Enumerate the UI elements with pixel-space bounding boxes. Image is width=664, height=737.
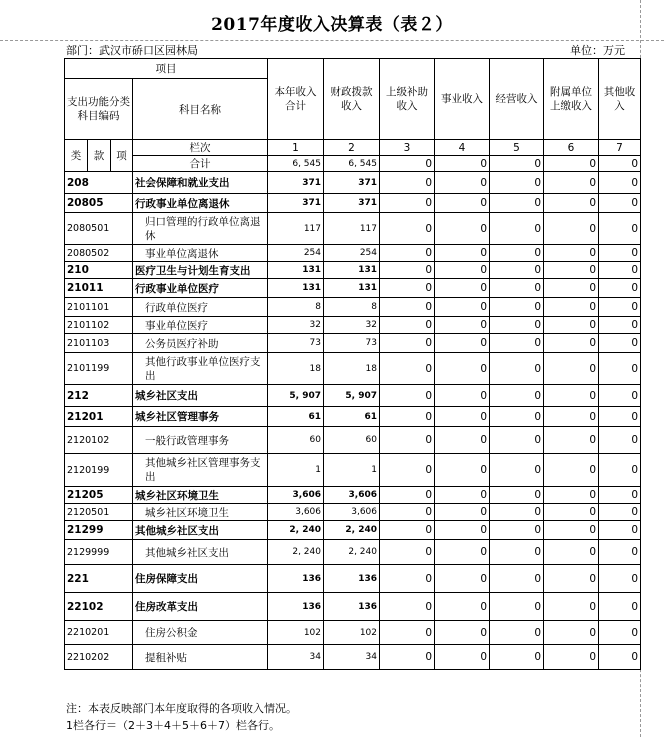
row-value: 0	[490, 593, 544, 621]
row-code: 21299	[65, 521, 133, 540]
row-value: 0	[544, 298, 599, 317]
row-value: 0	[599, 645, 641, 670]
total-value: 6, 545	[268, 156, 324, 172]
row-value: 0	[490, 213, 544, 245]
row-value: 0	[490, 334, 544, 353]
header-col-3: 上级补助收入	[380, 59, 435, 140]
table-row	[65, 385, 641, 407]
row-value: 34	[268, 645, 324, 670]
row-value: 0	[490, 504, 544, 521]
header-col-7: 其他收入	[599, 59, 641, 140]
row-value: 136	[324, 565, 380, 593]
revenue-table	[64, 58, 641, 670]
row-value: 102	[324, 621, 380, 645]
table-row	[65, 317, 641, 334]
row-value: 0	[435, 504, 490, 521]
row-value: 0	[544, 385, 599, 407]
row-value: 254	[324, 245, 380, 262]
row-value: 73	[324, 334, 380, 353]
total-row	[65, 156, 641, 172]
table-row	[65, 645, 641, 670]
row-value: 3,606	[268, 487, 324, 504]
row-subject-name: 其他城乡社区管理事务支出	[133, 454, 268, 487]
row-value: 0	[380, 353, 435, 385]
row-code: 2210201	[65, 621, 133, 645]
total-value: 0	[380, 156, 435, 172]
row-value: 0	[380, 593, 435, 621]
row-value: 371	[268, 194, 324, 213]
table-row	[65, 521, 641, 540]
row-value: 0	[599, 213, 641, 245]
col-num-1: 1	[268, 140, 324, 156]
row-value: 0	[435, 645, 490, 670]
row-value: 0	[544, 565, 599, 593]
row-value: 0	[490, 427, 544, 454]
row-value: 0	[599, 385, 641, 407]
row-value: 0	[380, 385, 435, 407]
table-row	[65, 194, 641, 213]
row-subject-name: 行政事业单位离退休	[133, 194, 268, 213]
row-value: 0	[490, 172, 544, 194]
row-value: 2, 240	[324, 540, 380, 565]
table-row	[65, 334, 641, 353]
row-value: 18	[324, 353, 380, 385]
row-value: 3,606	[324, 504, 380, 521]
header-lanci: 栏次	[133, 140, 268, 156]
row-subject-name: 住房改革支出	[133, 593, 268, 621]
table-row	[65, 565, 641, 593]
row-value: 2, 240	[324, 521, 380, 540]
row-value: 0	[380, 334, 435, 353]
row-value: 0	[544, 245, 599, 262]
row-code: 2080502	[65, 245, 133, 262]
table-row	[65, 279, 641, 298]
row-value: 0	[380, 279, 435, 298]
row-value: 0	[380, 454, 435, 487]
row-code: 2120102	[65, 427, 133, 454]
row-value: 1	[324, 454, 380, 487]
table-row	[65, 262, 641, 279]
row-value: 0	[435, 262, 490, 279]
row-value: 0	[599, 194, 641, 213]
row-subject-name: 城乡社区管理事务	[133, 407, 268, 427]
row-value: 0	[599, 172, 641, 194]
row-subject-name: 行政单位医疗	[133, 298, 268, 317]
row-value: 0	[599, 427, 641, 454]
row-value: 0	[380, 172, 435, 194]
row-value: 0	[490, 317, 544, 334]
row-value: 1	[268, 454, 324, 487]
row-code: 21201	[65, 407, 133, 427]
row-value: 0	[380, 407, 435, 427]
row-subject-name: 提租补贴	[133, 645, 268, 670]
row-value: 0	[599, 540, 641, 565]
row-value: 0	[544, 317, 599, 334]
row-subject-name: 一般行政管理事务	[133, 427, 268, 454]
row-value: 0	[490, 385, 544, 407]
row-value: 0	[599, 279, 641, 298]
row-subject-name: 城乡社区环境卫生	[133, 487, 268, 504]
row-value: 136	[268, 565, 324, 593]
row-subject-name: 城乡社区支出	[133, 385, 268, 407]
row-subject-name: 其他行政事业单位医疗支出	[133, 353, 268, 385]
row-value: 0	[599, 593, 641, 621]
row-value: 0	[435, 565, 490, 593]
row-value: 0	[544, 427, 599, 454]
row-value: 5, 907	[268, 385, 324, 407]
table-row	[65, 407, 641, 427]
row-value: 3,606	[324, 487, 380, 504]
row-subject-name: 住房保障支出	[133, 565, 268, 593]
row-value: 0	[544, 334, 599, 353]
row-value: 0	[544, 645, 599, 670]
row-code: 21011	[65, 279, 133, 298]
row-value: 0	[490, 245, 544, 262]
page-break-line-horizontal	[0, 40, 664, 41]
row-value: 0	[544, 504, 599, 521]
row-code: 21205	[65, 487, 133, 504]
row-value: 0	[435, 407, 490, 427]
row-code: 2120501	[65, 504, 133, 521]
header-item: 项目	[65, 59, 268, 79]
row-value: 0	[380, 298, 435, 317]
row-value: 371	[268, 172, 324, 194]
row-value: 32	[268, 317, 324, 334]
row-subject-name: 归口管理的行政单位离退休	[133, 213, 268, 245]
col-num-7: 7	[599, 140, 641, 156]
row-subject-name: 公务员医疗补助	[133, 334, 268, 353]
row-value: 0	[380, 621, 435, 645]
row-value: 0	[435, 353, 490, 385]
row-value: 117	[268, 213, 324, 245]
row-code: 212	[65, 385, 133, 407]
table-row	[65, 298, 641, 317]
row-value: 2, 240	[268, 521, 324, 540]
table-row	[65, 540, 641, 565]
col-num-2: 2	[324, 140, 380, 156]
row-code: 2101101	[65, 298, 133, 317]
row-value: 73	[268, 334, 324, 353]
total-value: 6, 545	[324, 156, 380, 172]
row-value: 0	[599, 521, 641, 540]
row-subject-name: 住房公积金	[133, 621, 268, 645]
row-code: 210	[65, 262, 133, 279]
row-value: 0	[380, 317, 435, 334]
row-subject-name: 城乡社区环境卫生	[133, 504, 268, 521]
row-subject-name: 事业单位离退休	[133, 245, 268, 262]
row-subject-name: 其他城乡社区支出	[133, 540, 268, 565]
row-value: 60	[324, 427, 380, 454]
header-func-code: 支出功能分类科目编码	[65, 79, 133, 140]
table-row	[65, 427, 641, 454]
row-value: 0	[599, 621, 641, 645]
row-value: 0	[435, 521, 490, 540]
row-value: 0	[490, 298, 544, 317]
header-col-4: 事业收入	[435, 59, 490, 140]
table-row	[65, 353, 641, 385]
row-value: 0	[490, 262, 544, 279]
total-value: 0	[544, 156, 599, 172]
row-subject-name: 其他城乡社区支出	[133, 521, 268, 540]
row-subject-name: 医疗卫生与计划生育支出	[133, 262, 268, 279]
row-value: 0	[380, 565, 435, 593]
row-code: 221	[65, 565, 133, 593]
row-value: 32	[324, 317, 380, 334]
row-value: 8	[268, 298, 324, 317]
row-value: 0	[544, 172, 599, 194]
row-code: 2210202	[65, 645, 133, 670]
row-value: 0	[435, 454, 490, 487]
row-value: 8	[324, 298, 380, 317]
row-value: 131	[268, 262, 324, 279]
table-title: 2017年度收入决算表（表２）	[211, 15, 453, 35]
row-value: 0	[599, 317, 641, 334]
row-value: 0	[490, 645, 544, 670]
table-row	[65, 621, 641, 645]
table-row	[65, 504, 641, 521]
row-value: 0	[544, 540, 599, 565]
row-code: 2129999	[65, 540, 133, 565]
row-value: 0	[599, 407, 641, 427]
header-col-5: 经营收入	[490, 59, 544, 140]
row-subject-name: 社会保障和就业支出	[133, 172, 268, 194]
row-value: 0	[599, 565, 641, 593]
row-subject-name: 事业单位医疗	[133, 317, 268, 334]
row-value: 0	[490, 487, 544, 504]
total-value: 0	[490, 156, 544, 172]
col-num-6: 6	[544, 140, 599, 156]
row-value: 0	[544, 194, 599, 213]
row-value: 0	[435, 621, 490, 645]
row-value: 131	[324, 262, 380, 279]
row-value: 0	[490, 621, 544, 645]
table-row	[65, 487, 641, 504]
row-value: 0	[544, 621, 599, 645]
row-value: 0	[544, 593, 599, 621]
header-lei: 类	[65, 140, 88, 172]
header-subject-name: 科目名称	[133, 79, 268, 140]
row-value: 0	[544, 213, 599, 245]
footnote-1: 注：本表反映部门本年度取得的各项收入情况。	[66, 702, 297, 715]
table-row	[65, 172, 641, 194]
row-value: 0	[435, 279, 490, 298]
row-value: 0	[599, 454, 641, 487]
row-value: 0	[380, 262, 435, 279]
row-value: 0	[380, 504, 435, 521]
footnote-2: 1栏各行＝（2＋3＋4＋5＋6＋7）栏各行。	[66, 719, 280, 732]
header-kuan: 款	[88, 140, 111, 172]
row-value: 0	[435, 245, 490, 262]
header-col-1: 本年收入合计	[268, 59, 324, 140]
row-value: 0	[599, 504, 641, 521]
row-value: 0	[435, 593, 490, 621]
row-code: 2101102	[65, 317, 133, 334]
row-value: 136	[268, 593, 324, 621]
row-value: 117	[324, 213, 380, 245]
row-value: 0	[490, 407, 544, 427]
row-value: 0	[490, 521, 544, 540]
row-value: 131	[324, 279, 380, 298]
row-value: 0	[435, 334, 490, 353]
total-label: 合计	[133, 156, 268, 172]
row-value: 0	[380, 213, 435, 245]
row-value: 0	[380, 245, 435, 262]
table-row	[65, 454, 641, 487]
row-value: 136	[324, 593, 380, 621]
unit-label: 单位：万元	[570, 44, 625, 57]
row-value: 0	[544, 521, 599, 540]
row-value: 34	[324, 645, 380, 670]
row-code: 208	[65, 172, 133, 194]
row-value: 0	[380, 194, 435, 213]
header-xiang: 项	[111, 140, 133, 172]
header-col-2: 财政拨款收入	[324, 59, 380, 140]
col-num-3: 3	[380, 140, 435, 156]
row-value: 131	[268, 279, 324, 298]
row-value: 3,606	[268, 504, 324, 521]
row-value: 0	[490, 353, 544, 385]
row-value: 0	[599, 245, 641, 262]
row-value: 371	[324, 194, 380, 213]
row-value: 0	[435, 540, 490, 565]
row-value: 0	[544, 279, 599, 298]
row-value: 5, 907	[324, 385, 380, 407]
row-value: 371	[324, 172, 380, 194]
row-value: 2, 240	[268, 540, 324, 565]
col-num-5: 5	[490, 140, 544, 156]
row-value: 18	[268, 353, 324, 385]
row-value: 0	[490, 565, 544, 593]
row-value: 0	[599, 298, 641, 317]
row-value: 0	[435, 385, 490, 407]
total-value: 0	[599, 156, 641, 172]
table-row	[65, 593, 641, 621]
row-code: 2101199	[65, 353, 133, 385]
row-value: 0	[544, 353, 599, 385]
row-code: 22102	[65, 593, 133, 621]
row-value: 61	[324, 407, 380, 427]
header-col-6: 附属单位上缴收入	[544, 59, 599, 140]
row-value: 0	[599, 487, 641, 504]
table-row	[65, 213, 641, 245]
row-value: 60	[268, 427, 324, 454]
row-value: 0	[380, 521, 435, 540]
row-value: 0	[435, 213, 490, 245]
row-value: 0	[599, 334, 641, 353]
row-value: 102	[268, 621, 324, 645]
row-value: 0	[435, 298, 490, 317]
total-value: 0	[435, 156, 490, 172]
row-value: 61	[268, 407, 324, 427]
row-value: 0	[544, 487, 599, 504]
row-value: 0	[380, 487, 435, 504]
row-code: 20805	[65, 194, 133, 213]
row-code: 2101103	[65, 334, 133, 353]
row-value: 0	[435, 317, 490, 334]
table-row	[65, 245, 641, 262]
row-value: 0	[435, 487, 490, 504]
row-value: 0	[380, 540, 435, 565]
row-value: 0	[544, 407, 599, 427]
row-value: 0	[380, 645, 435, 670]
row-subject-name: 行政事业单位医疗	[133, 279, 268, 298]
row-value: 0	[490, 540, 544, 565]
row-value: 0	[490, 454, 544, 487]
row-value: 0	[435, 427, 490, 454]
row-code: 2080501	[65, 213, 133, 245]
row-value: 0	[435, 172, 490, 194]
row-value: 0	[544, 454, 599, 487]
row-code: 2120199	[65, 454, 133, 487]
row-value: 0	[599, 353, 641, 385]
row-value: 0	[490, 279, 544, 298]
row-value: 0	[380, 427, 435, 454]
department-label: 部门：武汉市硚口区园林局	[66, 44, 198, 57]
row-value: 254	[268, 245, 324, 262]
row-value: 0	[490, 194, 544, 213]
row-value: 0	[599, 262, 641, 279]
row-value: 0	[435, 194, 490, 213]
col-num-4: 4	[435, 140, 490, 156]
row-value: 0	[544, 262, 599, 279]
